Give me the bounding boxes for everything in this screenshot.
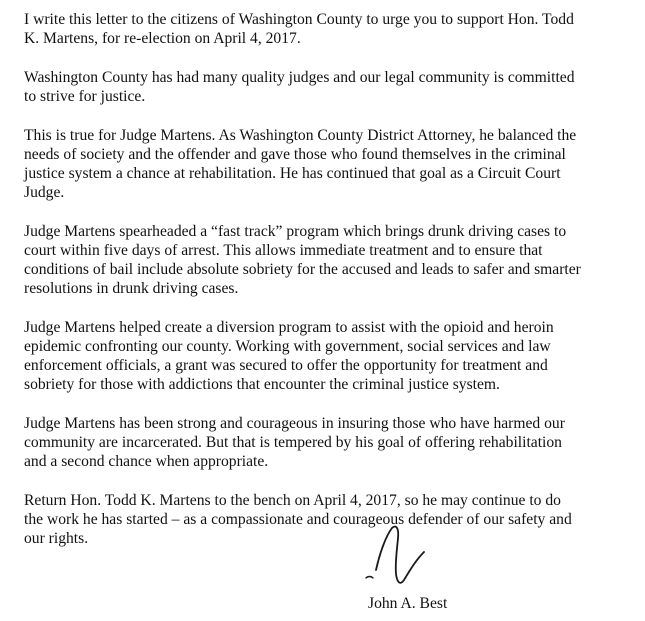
text-line: the work he has started – as a compassionate and courageous defender of our safety and xyxy=(24,511,572,528)
text-line: resolutions in drunk driving cases. xyxy=(24,280,239,297)
text-line: Judge. xyxy=(24,184,65,201)
signer-name: John A. Best xyxy=(368,595,448,612)
handwritten-signature-icon xyxy=(362,522,442,590)
text-line: conditions of bail include absolute sobriety for the accused and leads to safer and smarter xyxy=(24,261,581,278)
text-line: Judge Martens has been strong and courageous in insuring those who have harmed our xyxy=(24,415,565,432)
letter-body xyxy=(24,10,636,568)
text-line: I write this letter to the citizens of Washington County to urge you to support Hon. Todd xyxy=(24,11,574,28)
paragraph-4 xyxy=(24,222,636,298)
paragraph-2 xyxy=(24,68,636,106)
text-line: K. Martens, for re-election on April 4, 2017. xyxy=(24,30,301,47)
paragraph-5 xyxy=(24,318,636,394)
text-line: Washington County has had many quality judges and our legal community is committed xyxy=(24,69,575,86)
text-line: court within five days of arrest. This allows immediate treatment and to ensure that xyxy=(24,242,543,259)
paragraph-1 xyxy=(24,10,636,48)
text-line: epidemic confronting our county. Working with government, social services and law xyxy=(24,338,551,355)
text-line: our rights. xyxy=(24,530,89,547)
text-line: needs of society and the offender and gave those who found themselves in the criminal xyxy=(24,146,566,163)
text-line: to strive for justice. xyxy=(24,88,146,105)
paragraph-6 xyxy=(24,414,636,471)
text-line: justice system a chance at rehabilitation. He has continued that goal as a Circuit Court xyxy=(24,165,561,182)
paragraph-7 xyxy=(24,491,636,548)
text-line: Judge Martens helped create a diversion program to assist with the opioid and heroin xyxy=(24,319,554,336)
text-line: and a second chance when appropriate. xyxy=(24,453,269,470)
text-line: Judge Martens spearheaded a “fast track” program which brings drunk driving cases to xyxy=(24,223,567,240)
paragraph-3 xyxy=(24,126,636,202)
text-line: community are incarcerated. But that is tempered by his goal of offering rehabilitation xyxy=(24,434,562,451)
text-line: enforcement officials, a grant was secured to offer the opportunity for treatment and xyxy=(24,357,548,374)
text-line: Return Hon. Todd K. Martens to the bench on April 4, 2017, so he may continue to do xyxy=(24,492,561,509)
text-line: sobriety for those with addictions that encounter the criminal justice system. xyxy=(24,376,500,393)
text-line: This is true for Judge Martens. As Washington County District Attorney, he balanced the xyxy=(24,127,577,144)
